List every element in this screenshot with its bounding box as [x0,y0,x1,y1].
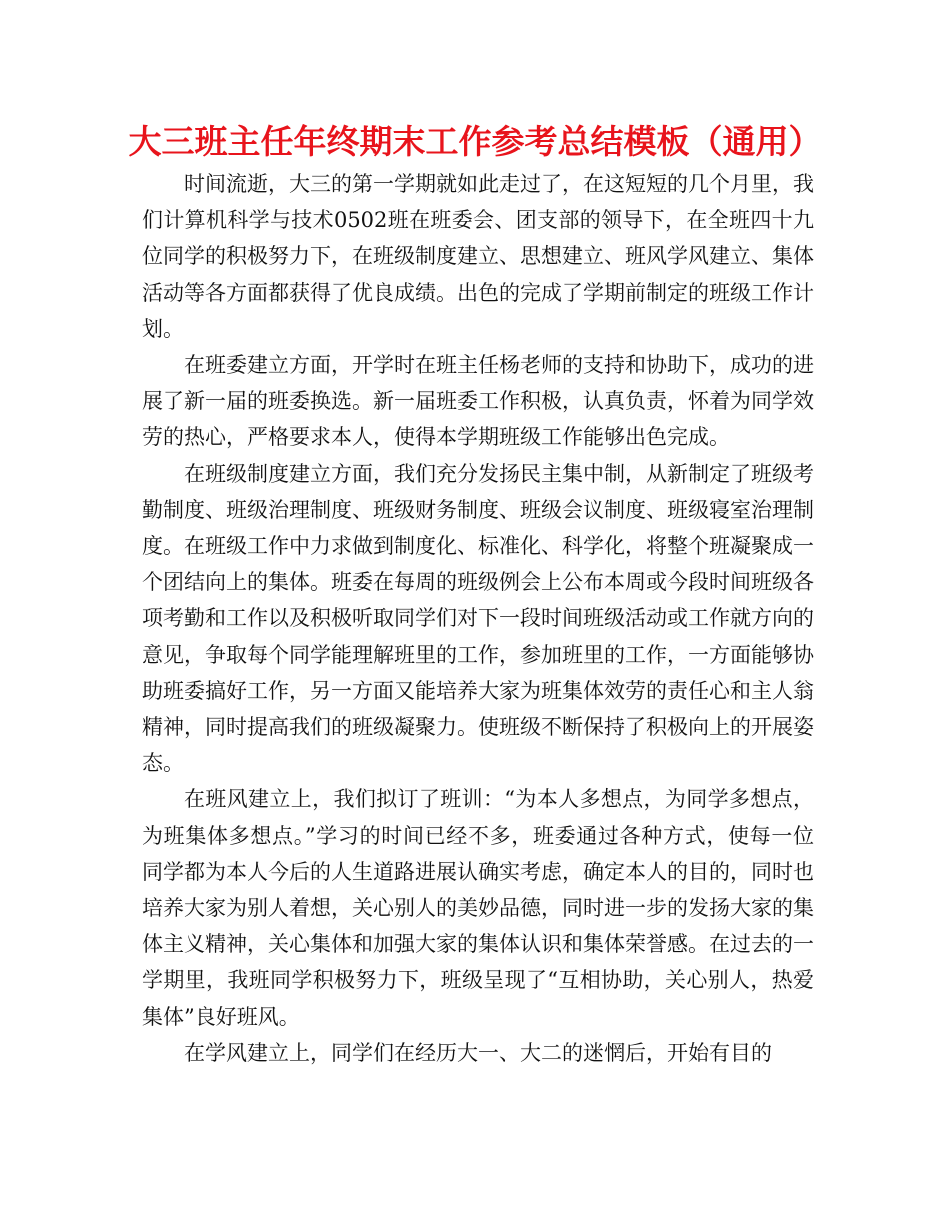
paragraph: 在班委建立方面，开学时在班主任杨老师的支持和协助下，成功的进展了新一届的班委换选。新一届班委工作积极，认真负责，怀着为同学效劳的热心，严格要求本人，使得本学期班级工作能够出色完成。 [142,353,814,450]
paragraph: 时间流逝，大三的第一学期就如此走过了，在这短短的几个月里，我们计算机科学与技术0502班在班委会、团支部的领导下，在全班四十九位同学的积极努力下，在班级制度建立、思想建立、班风学风建立、集体活动等各方面都获得了优良成绩。出色的完成了学期前制定的班级工作计划。 [142,172,814,341]
paragraph: 在班风建立上，我们拟订了班训：“为本人多想点，为同学多想点，为班集体多想点。”学习的时间已经不多，班委通过各种方式，使每一位同学都为本人今后的人生道路进展认确实考虑，确定本人的目的，同时也培养大家为别人着想，关心别人的美妙品德，同时进一步的发扬大家的集体主义精神，关心集体和加强大家的集体认识和集体荣誉感。在过去的一学期里，我班同学积极努力下，班级呈现了“互相协助，关心别人，热爱集体”良好班风。 [142,787,814,1029]
document-title: 大三班主任年终期末工作参考总结模板（通用） [128,122,822,161]
document-body [142,166,814,1071]
paragraph: 在班级制度建立方面，我们充分发扬民主集中制，从新制定了班级考勤制度、班级治理制度、班级财务制度、班级会议制度、班级寝室治理制度。在班级工作中力求做到制度化、标准化、科学化，将整个班凝聚成一个团结向上的集体。班委在每周的班级例会上公布本周或今段时间班级各项考勤和工作以及积极听取同学们对下一段时间班级活动或工作就方向的意见，争取每个同学能理解班里的工作，参加班里的工作，一方面能够协助班委搞好工作，另一方面又能培养大家为班集体效劳的责任心和主人翁精神，同时提高我们的班级凝聚力。使班级不断保持了积极向上的开展姿态。 [142,461,814,776]
paragraph: 在学风建立上，同学们在经历大一、大二的迷惘后，开始有目的 [184,1040,772,1065]
